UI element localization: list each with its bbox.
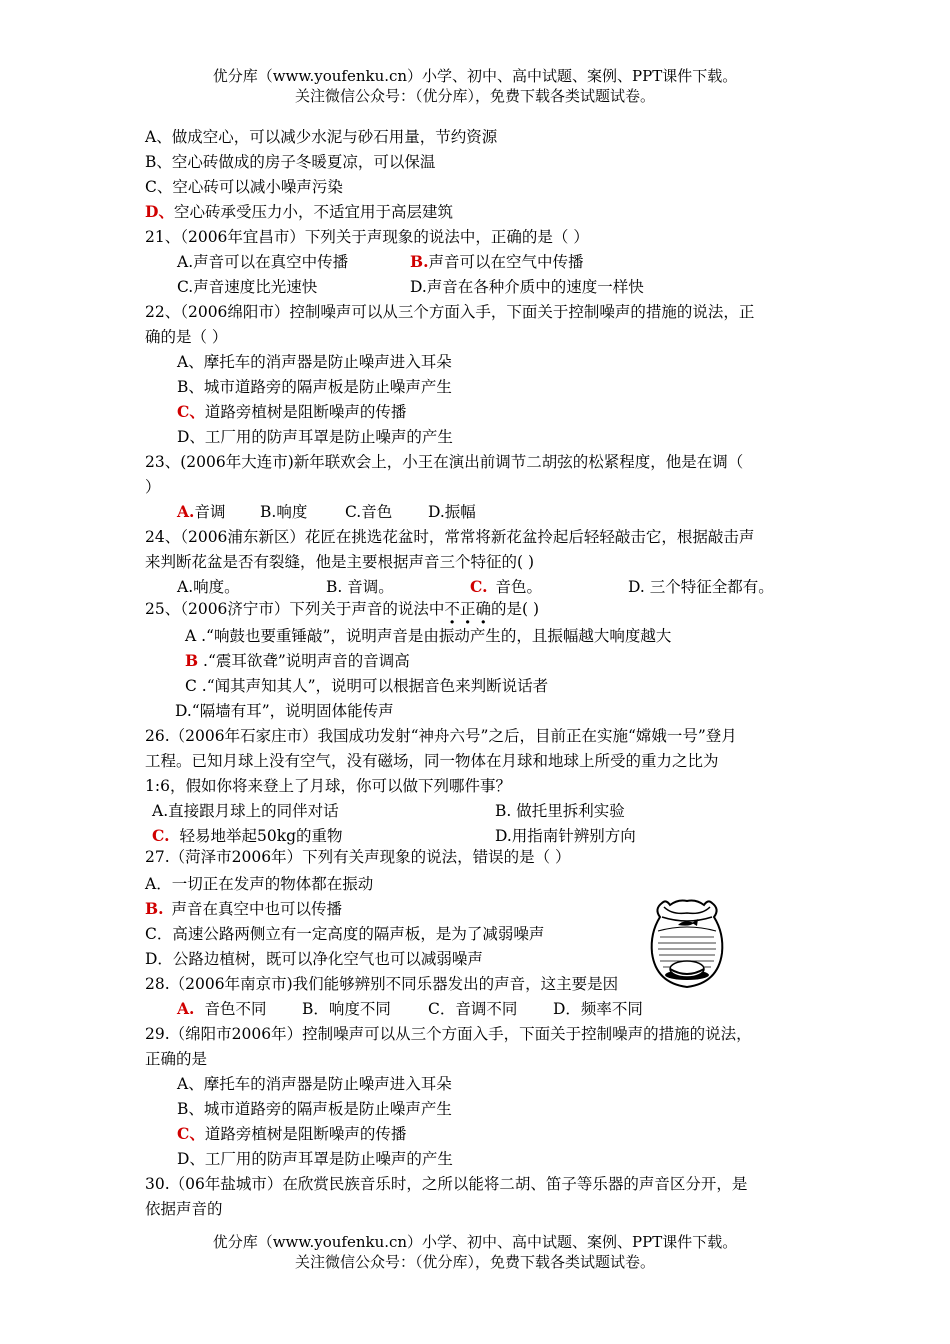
q29-option-b: B、城市道路旁的隔声板是防止噪声产生 [177, 1100, 452, 1118]
q27-option-d: D．公路边植树，既可以净化空气也可以减弱噪声 [145, 950, 483, 968]
q26-option-b: B. 做托里拆利实验 [495, 802, 625, 820]
q22-option-b: B、城市道路旁的隔声板是防止噪声产生 [177, 378, 452, 396]
q28-option-b: B．响度不同 [302, 1000, 391, 1018]
q25-option-d: D.“隔墙有耳”，说明固体能传声 [175, 702, 394, 720]
q26-option-c: C. 轻易地举起50kg的重物 [152, 826, 343, 845]
q26-stem-2: 工程。已知月球上没有空气，没有磁场，同一物体在月球和地球上所受的重力之比为 [145, 752, 719, 770]
header-line-1: 优分库（www.youfenku.cn）小学、初中、高中试题、案例、PPT课件下载。 [212, 67, 738, 85]
answer-mark: D、 [145, 202, 174, 221]
q21-option-c: C.声音速度比光速快 [177, 278, 318, 296]
q29-stem-2: 正确的是 [145, 1050, 208, 1068]
q23-option-d: D.振幅 [428, 503, 476, 521]
answer-mark: C、 [177, 1124, 205, 1143]
q25-option-a: A .“响鼓也要重锤敲”，说明声音是由振动产生的，且振幅越大响度越大 [185, 627, 672, 645]
q24-stem-1: 24、（2006浦东新区）花匠在挑选花盆时，常常将新花盆拎起后轻轻敲击它，根据敲击声 [145, 528, 755, 546]
footer-line-2: 关注微信公众号：（优分库），免费下载各类试题试卷。 [294, 1253, 655, 1271]
q22-option-d: D、工厂用的防声耳罩是防止噪声的产生 [177, 428, 453, 446]
footer-line-1: 优分库（www.youfenku.cn）小学、初中、高中试题、案例、PPT课件下载。 [212, 1233, 738, 1251]
q26-stem-3: 1:6，假如你将来登上了月球，你可以做下列哪件事？ [145, 777, 511, 795]
answer-mark: A. [177, 502, 195, 521]
emphasis-char: 确 [475, 600, 491, 618]
q20-option-a: A、做成空心，可以减少水泥与砂石用量，节约资源 [145, 128, 498, 146]
q21-option-d: D.声音在各种介质中的速度一样快 [410, 278, 644, 296]
q29-option-a: A、摩托车的消声器是防止噪声进入耳朵 [177, 1075, 452, 1093]
q30-stem-1: 30.（06年盐城市）在欣赏民族音乐时，之所以能将二胡、笛子等乐器的声音区分开，是 [145, 1175, 748, 1193]
q25-stem: 25、（2006济宁市）下列关于声音的说法中不正确的是( ) [145, 600, 539, 618]
q28-option-d: D．频率不同 [553, 1000, 643, 1018]
q22-option-a: A、摩托车的消声器是防止噪声进入耳朵 [177, 353, 452, 371]
answer-mark: B. [410, 252, 429, 271]
q28-option-c: C．音调不同 [428, 1000, 518, 1018]
answer-mark: B [185, 651, 199, 670]
q20-option-b: B、空心砖做成的房子冬暖夏凉，可以保温 [145, 153, 436, 171]
q26-option-d: D.用指南针辨别方向 [495, 827, 636, 845]
emphasis-char: 正 [459, 600, 476, 618]
q24-option-c: C. 音色。 [470, 577, 542, 596]
q25-option-b: B .“震耳欲聋”说明声音的音调高 [185, 651, 410, 670]
q24-option-b: B. 音调。 [326, 578, 394, 596]
q22-stem-2: 确的是（ ） [145, 328, 228, 346]
fishbowl-icon [648, 895, 726, 991]
q22-option-c: C、道路旁植树是阻断噪声的传播 [177, 402, 407, 421]
q25-option-c: C .“闻其声知其人”，说明可以根据音色来判断说话者 [185, 677, 549, 695]
answer-mark: C. [152, 826, 170, 845]
q24-stem-2: 来判断花盆是否有裂缝，他是主要根据声音三个特征的( ) [145, 553, 535, 571]
q26-stem-1: 26.（2006年石家庄市）我国成功发射“神舟六号”之后，目前正在实施“嫦娥一号”登月 [145, 727, 737, 745]
answer-mark: B. [145, 899, 164, 918]
q24-option-d: D. 三个特征全都有。 [628, 578, 774, 596]
q20-option-c: C、空心砖可以减小噪声污染 [145, 178, 343, 196]
answer-mark: C. [470, 577, 488, 596]
header-line-2: 关注微信公众号：（优分库），免费下载各类试题试卷。 [294, 87, 655, 105]
q23-stem-1: 23、(2006年大连市)新年联欢会上，小王在演出前调节二胡弦的松紧程度，他是在调（ [145, 453, 744, 471]
q27-option-b: B. 声音在真空中也可以传播 [145, 899, 343, 918]
q29-option-d: D、工厂用的防声耳罩是防止噪声的产生 [177, 1150, 453, 1168]
q29-option-c: C、道路旁植树是阻断噪声的传播 [177, 1124, 407, 1143]
q30-stem-2: 依据声音的 [145, 1200, 223, 1218]
q28-stem: 28.（2006年南京市)我们能够辨别不同乐器发出的声音，这主要是因 [145, 975, 619, 993]
q24-option-a: A.响度。 [177, 578, 240, 596]
q28-option-a: A. 音色不同 [177, 999, 267, 1018]
answer-mark: C、 [177, 402, 205, 421]
q23-option-a: A.音调 [177, 502, 226, 521]
q27-option-a: A．一切正在发声的物体都在振动 [145, 875, 374, 893]
q29-stem-1: 29.（绵阳市2006年）控制噪声可以从三个方面入手，下面关于控制噪声的措施的说法， [145, 1025, 752, 1043]
q21-stem: 21、（2006年宜昌市）下列关于声现象的说法中，正确的是（ ） [145, 228, 589, 246]
q27-option-c: C．高速公路两侧立有一定高度的隔声板，是为了减弱噪声 [145, 925, 545, 943]
q21-option-a: A.声音可以在真空中传播 [177, 253, 349, 271]
emphasis-char: 不 [444, 600, 460, 618]
q26-option-a: A.直接跟月球上的同伴对话 [152, 802, 339, 820]
q23-option-c: C.音色 [345, 503, 393, 521]
q23-option-b: B.响度 [260, 503, 308, 521]
q22-stem-1: 22、（2006绵阳市）控制噪声可以从三个方面入手，下面关于控制噪声的措施的说法，正 [145, 303, 755, 321]
q27-stem: 27.（菏泽市2006年）下列有关声现象的说法，错误的是（ ） [145, 848, 571, 866]
q23-stem-2: ） [145, 478, 161, 496]
answer-mark: A. [177, 999, 195, 1018]
q20-option-d: D、空心砖承受压力小，不适宜用于高层建筑 [145, 202, 453, 221]
q21-option-b: B.声音可以在空气中传播 [410, 252, 584, 271]
